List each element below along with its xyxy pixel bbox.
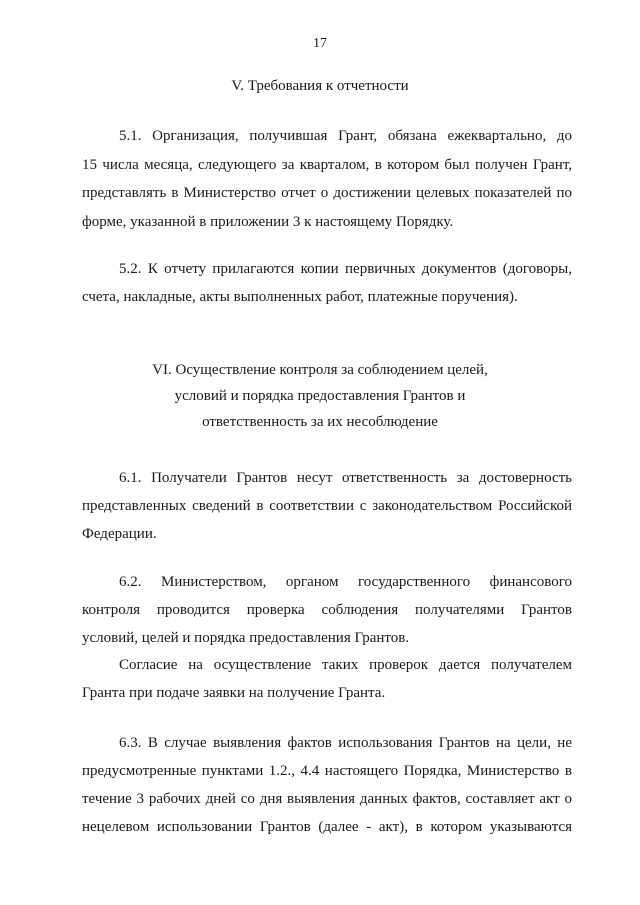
- paragraph-6-2-line: условий, целей и порядка предоставления Грантов.: [82, 630, 410, 646]
- paragraph-6-1-line: представленных сведений в соответствии с законодательством Российской: [82, 498, 572, 514]
- paragraph-6-2-line: контроля проводится проверка соблюдения получателями Грантов: [82, 602, 572, 618]
- paragraph-5-1-line: представлять в Министерство отчет о достижении целевых показателей по: [82, 185, 572, 201]
- section-5-heading: V. Требования к отчетности: [231, 78, 409, 94]
- paragraph-5-1-line: 5.1. Организация, получившая Грант, обязана ежеквартально, до: [119, 128, 572, 144]
- paragraph-6-2-line: 6.2. Министерством, органом государственного финансового: [119, 574, 572, 590]
- paragraph-5-1-line: форме, указанной в приложении 3 к настоящему Порядку.: [82, 214, 454, 230]
- paragraph-6-3-line: течение 3 рабочих дней со дня выявления данных фактов, составляет акт о: [82, 791, 572, 807]
- paragraph-6-3-line: 6.3. В случае выявления фактов использования Грантов на цели, не: [119, 735, 572, 751]
- section-6-heading-line: условий и порядка предоставления Грантов и: [174, 388, 466, 404]
- section-6-heading-line: VI. Осуществление контроля за соблюдением целей,: [152, 362, 488, 378]
- page-number: 17: [313, 36, 327, 51]
- section-6-heading-line: ответственность за их несоблюдение: [202, 414, 438, 430]
- paragraph-5-1-line: 15 числа месяца, следующего за кварталом, в котором был получен Грант,: [82, 157, 572, 173]
- paragraph-6-3-line: предусмотренные пунктами 1.2., 4.4 настоящего Порядка, Министерство в: [82, 763, 572, 779]
- paragraph-6-3-line: нецелевом использовании Грантов (далее - акт), в котором указываются: [82, 819, 572, 835]
- paragraph-5-2-line: 5.2. К отчету прилагаются копии первичных документов (договоры,: [119, 261, 572, 277]
- paragraph-6-1-line: 6.1. Получатели Грантов несут ответственность за достоверность: [119, 470, 572, 486]
- paragraph-6-1-line: Федерации.: [82, 526, 157, 542]
- paragraph-5-2-line: счета, накладные, акты выполненных работ, платежные поручения).: [82, 289, 518, 305]
- section-6-heading: [0, 357, 640, 435]
- paragraph-consent-line: Гранта при подаче заявки на получение Гранта.: [82, 685, 386, 701]
- paragraph-consent-line: Согласие на осуществление таких проверок дается получателем: [119, 657, 572, 673]
